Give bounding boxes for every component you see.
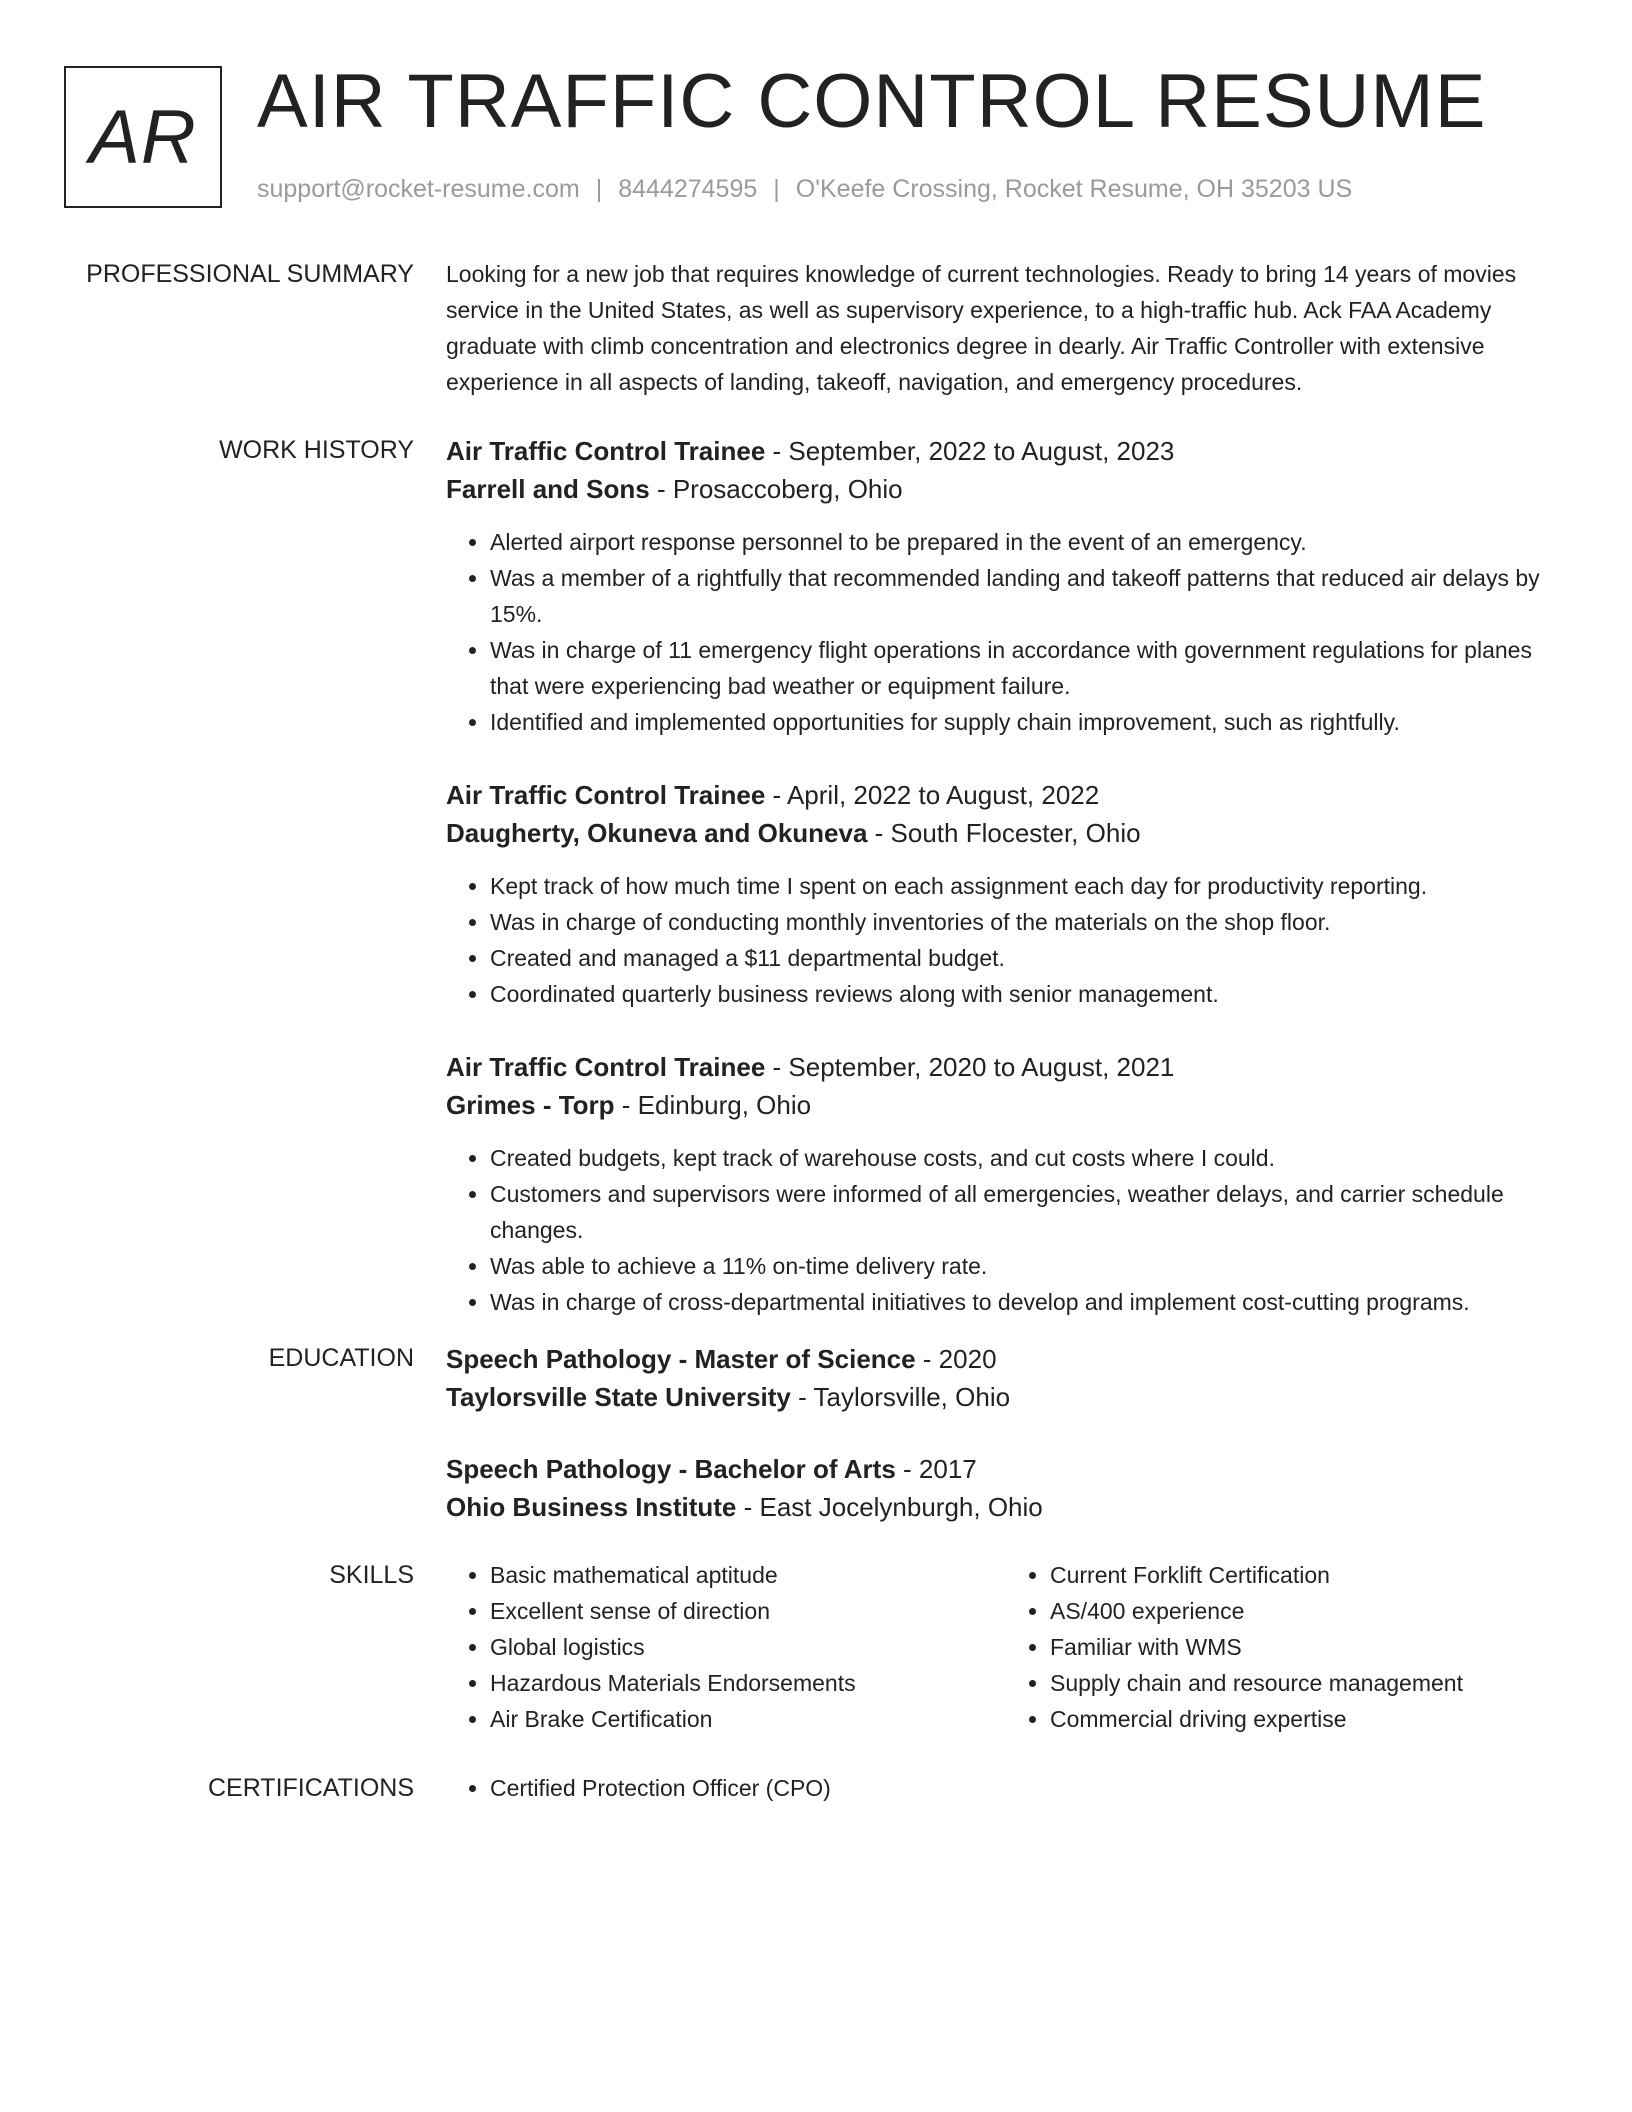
job-location: - Prosaccoberg, Ohio xyxy=(649,474,903,504)
degree-line xyxy=(446,1340,1566,1378)
resume-title: AIR TRAFFIC CONTROL RESUME xyxy=(257,59,1487,144)
list-item: • Was a member of a rightfully that recommended landing and takeoff patterns that reduced air delays by 15%. xyxy=(490,560,1566,632)
job-dates: - September, 2020 to August, 2021 xyxy=(765,1052,1175,1082)
job-dates: - September, 2022 to August, 2023 xyxy=(765,436,1175,466)
contact-email: support@rocket-resume.com xyxy=(257,175,580,203)
list-item: • AS/400 experience xyxy=(1050,1593,1566,1629)
section-label: CERTIFICATIONS xyxy=(207,1774,414,1802)
job-title: Air Traffic Control Trainee xyxy=(446,1052,766,1082)
list-item: • Was in charge of conducting monthly inventories of the materials on the shop floor. xyxy=(490,904,1566,940)
school-location: - East Jocelynburgh, Ohio xyxy=(736,1492,1043,1522)
school-location: - Taylorsville, Ohio xyxy=(790,1382,1011,1412)
section-label: PROFESSIONAL SUMMARY xyxy=(86,260,414,288)
list-item: • Global logistics xyxy=(490,1629,1006,1665)
job-bullets xyxy=(446,868,1566,1012)
job-company: Farrell and Sons xyxy=(446,474,650,504)
list-item: • Coordinated quarterly business reviews along with senior management. xyxy=(490,976,1566,1012)
skills-body xyxy=(446,1557,1566,1737)
job-company-line xyxy=(446,470,1566,508)
education-body xyxy=(446,1340,1566,1560)
list-item: • Identified and implemented opportunities for supply chain improvement, such as rightfully. xyxy=(490,704,1566,740)
job-location: - South Flocester, Ohio xyxy=(867,818,1141,848)
list-item: • Commercial driving expertise xyxy=(1050,1701,1566,1737)
list-item: • Air Brake Certification xyxy=(490,1701,1006,1737)
job-title-line xyxy=(446,1048,1566,1086)
job-company-line xyxy=(446,1086,1566,1124)
job-entry xyxy=(446,776,1566,1012)
job-dates: - April, 2022 to August, 2022 xyxy=(765,780,1100,810)
job-company-line xyxy=(446,814,1566,852)
skills-list-right xyxy=(1006,1557,1566,1737)
skills-list-left xyxy=(446,1557,1006,1737)
summary-body xyxy=(446,256,1566,400)
list-item: • Excellent sense of direction xyxy=(490,1593,1006,1629)
list-item: • Certified Protection Officer (CPO) xyxy=(490,1770,1566,1806)
job-title: Air Traffic Control Trainee xyxy=(446,436,766,466)
list-item: • Hazardous Materials Endorsements xyxy=(490,1665,1006,1701)
job-entry xyxy=(446,1048,1566,1320)
list-item: • Customers and supervisors were informed of all emergencies, weather delays, and carrier schedule changes. xyxy=(490,1176,1566,1248)
summary-text: Looking for a new job that requires knowledge of current technologies. Ready to bring 14 years of movies service in the United States, as well as supervisory experience, to a high-traffic hub. Ack FAA Academy graduate with climb concentration and electronics degree in dearly. Air Traffic Controller with extensive experience in all aspects of landing, takeoff, navigation, and emergency procedures. xyxy=(446,261,1517,395)
degree-line xyxy=(446,1450,1566,1488)
section-label: SKILLS xyxy=(329,1561,414,1589)
section-label: WORK HISTORY xyxy=(219,436,414,464)
certifications-list xyxy=(446,1770,1566,1806)
contact-phone: 8444274595 xyxy=(618,175,758,203)
list-item: • Created budgets, kept track of warehouse costs, and cut costs where I could. xyxy=(490,1140,1566,1176)
list-item: • Basic mathematical aptitude xyxy=(490,1557,1006,1593)
education-entry xyxy=(446,1340,1566,1416)
list-item: • Kept track of how much time I spent on each assignment each day for productivity reporting. xyxy=(490,868,1566,904)
job-entry xyxy=(446,432,1566,740)
section-label: EDUCATION xyxy=(268,1344,414,1372)
list-item: • Was in charge of 11 emergency flight operations in accordance with government regulations for planes that were experiencing bad weather or equipment failure. xyxy=(490,632,1566,704)
work-history-body xyxy=(446,432,1566,1356)
degree-year: - 2017 xyxy=(895,1454,977,1484)
degree: Speech Pathology - Master of Science xyxy=(446,1344,916,1374)
contact-address: O'Keefe Crossing, Rocket Resume, OH 35203 US xyxy=(795,175,1353,203)
certifications-body xyxy=(446,1770,1566,1806)
list-item: • Was able to achieve a 11% on-time delivery rate. xyxy=(490,1248,1566,1284)
school-line xyxy=(446,1488,1566,1526)
list-item: • Supply chain and resource management xyxy=(1050,1665,1566,1701)
job-company: Daugherty, Okuneva and Okuneva xyxy=(446,818,868,848)
contact-separator: | xyxy=(595,175,603,203)
monogram-logo: AR xyxy=(64,66,222,208)
school: Taylorsville State University xyxy=(446,1382,791,1412)
education-entry xyxy=(446,1450,1566,1526)
list-item: • Current Forklift Certification xyxy=(1050,1557,1566,1593)
list-item: • Was in charge of cross-departmental initiatives to develop and implement cost-cutting programs. xyxy=(490,1284,1566,1320)
contact-line xyxy=(257,174,1352,204)
degree: Speech Pathology - Bachelor of Arts xyxy=(446,1454,896,1484)
job-title: Air Traffic Control Trainee xyxy=(446,780,766,810)
degree-year: - 2020 xyxy=(915,1344,997,1374)
job-title-line xyxy=(446,432,1566,470)
job-company: Grimes - Torp xyxy=(446,1090,615,1120)
job-bullets xyxy=(446,524,1566,740)
contact-separator: | xyxy=(773,175,780,203)
list-item: • Alerted airport response personnel to be prepared in the event of an emergency. xyxy=(490,524,1566,560)
job-title-line xyxy=(446,776,1566,814)
job-location: - Edinburg, Ohio xyxy=(614,1090,812,1120)
school-line xyxy=(446,1378,1566,1416)
job-bullets xyxy=(446,1140,1566,1320)
list-item: • Created and managed a $11 departmental budget. xyxy=(490,940,1566,976)
list-item: • Familiar with WMS xyxy=(1050,1629,1566,1665)
skills-columns xyxy=(446,1557,1566,1737)
school: Ohio Business Institute xyxy=(446,1492,737,1522)
